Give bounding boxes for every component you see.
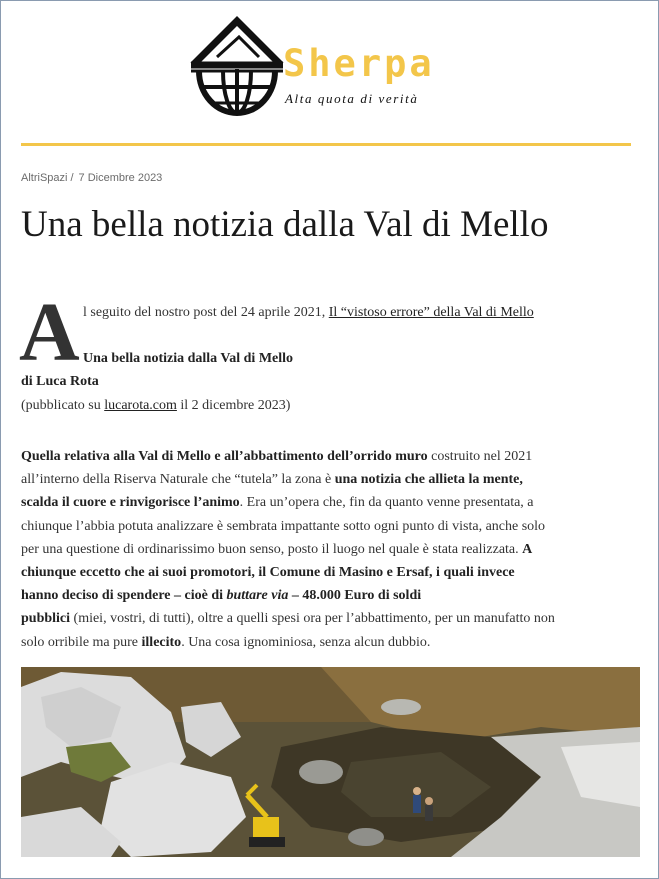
bold-text: A	[522, 541, 533, 557]
paragraph-line: chiunque l’abbia potuta analizzare è sembrata impattante sotto ogni punto di vista, anche solo	[21, 518, 546, 534]
breadcrumb	[21, 172, 162, 184]
byline: di Luca Rota	[21, 374, 99, 389]
bold-text: scalda il cuore e rinvigorisce l’animo	[21, 495, 240, 511]
bold-italic-text: buttare via	[226, 588, 289, 604]
source-prefix: (pubblicato su	[21, 398, 105, 413]
mountain-globe-icon	[187, 15, 287, 120]
dropcap-letter: A	[19, 286, 80, 379]
paragraph-line	[21, 538, 641, 561]
article-paragraph	[21, 445, 641, 654]
site-logo[interactable]	[187, 15, 487, 125]
bold-text: pubblici	[21, 611, 71, 627]
breadcrumb-section-link[interactable]: AltriSpazi	[21, 172, 68, 184]
paragraph-line: chiunque eccetto che ai suoi promotori, il Comune di Masino e Ersaf, i quali invece	[21, 565, 515, 581]
paragraph-line	[21, 607, 641, 630]
page-title: Una bella notizia dalla Val di Mello	[21, 204, 549, 245]
logo-tagline: Alta quota di verità	[285, 91, 419, 106]
plain-text: (miei, vostri, di tutti), oltre a quelli spesi ora per l’abbattimento, per un manufatto non	[70, 611, 555, 627]
header-divider	[21, 143, 631, 146]
breadcrumb-separator: /	[70, 172, 74, 184]
article-photo	[21, 667, 640, 857]
bold-text: Quella relativa alla Val di Mello e all’abbattimento dell’orrido muro	[21, 449, 428, 464]
plain-text: costruito nel 2021	[427, 449, 533, 464]
plain-text: . Una cosa ignominiosa, senza alcun dubbio.	[181, 634, 431, 650]
bold-text: illecito	[141, 634, 182, 650]
logo-wordmark: Sherpa	[283, 42, 435, 85]
plain-text: . Era un’opera che, fin da quanto venne presentata, a	[239, 495, 534, 511]
bold-text: – 48.000 Euro di soldi	[288, 588, 422, 604]
quoted-article-title: Una bella notizia dalla Val di Mello	[83, 351, 294, 366]
source-suffix: il 2 dicembre 2023)	[176, 398, 291, 413]
intro-text: l seguito del nostro post del 24 aprile 2021,	[83, 305, 329, 320]
breadcrumb-date: 7 Dicembre 2023	[78, 172, 163, 184]
plain-text: solo orribile ma pure	[21, 634, 142, 650]
source-line	[21, 398, 290, 414]
intro-link[interactable]: Il “vistoso errore” della Val di Mello	[328, 305, 534, 320]
intro-line	[83, 305, 534, 321]
bold-text: hanno deciso di spendere – cioè di	[21, 588, 227, 604]
bold-text: una notizia che allieta la mente,	[334, 472, 523, 488]
plain-text: per una questione di ordinarissimo buon senso, posto il luogo nel quale è stata realizzata.	[21, 541, 523, 557]
plain-text: all’interno della Riserva Naturale che “tutela” la zona è	[21, 472, 335, 488]
paragraph-line	[21, 491, 641, 514]
paragraph-line	[21, 631, 641, 654]
source-link[interactable]: lucarota.com	[104, 398, 177, 413]
paragraph-line	[21, 445, 641, 468]
paragraph-line	[21, 468, 641, 491]
paragraph-line	[21, 584, 641, 607]
